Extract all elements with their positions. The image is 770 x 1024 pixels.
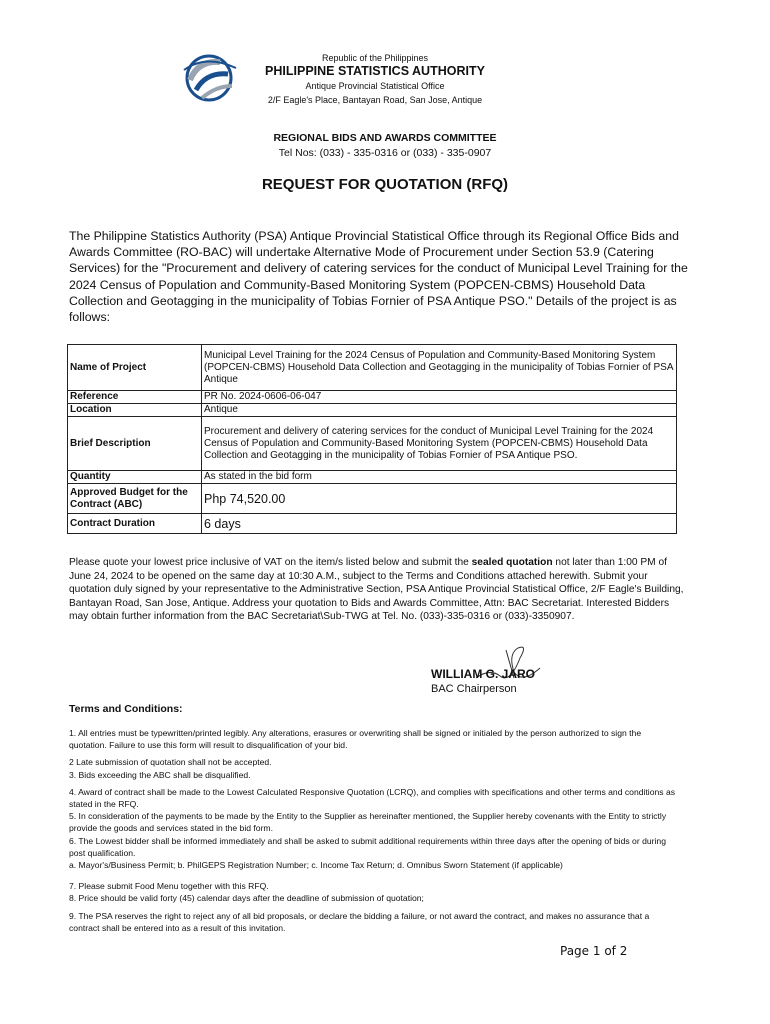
term-item: 6. The Lowest bidder shall be informed immediately and shall be asked to submit additional requirements within three days after the opening of bids or during post qualification. <box>69 835 666 858</box>
term-item: 8. Price should be valid forty (45) calendar days after the deadline of submission of quotation; <box>69 893 424 904</box>
abc-label: Approved Budget for the Contract (ABC) <box>68 484 202 514</box>
table-row <box>68 471 677 484</box>
office-name: Antique Provincial Statistical Office <box>305 81 445 91</box>
table-row <box>68 417 677 471</box>
contract-duration-value: 6 days <box>202 514 677 534</box>
location-value: Antique <box>202 404 677 417</box>
brief-description-label: Brief Description <box>68 417 202 471</box>
office-address: 2/F Eagle's Place, Bantayan Road, San Jose, Antique <box>267 95 483 105</box>
committee-name: REGIONAL BIDS AND AWARDS COMMITTEE <box>273 132 497 144</box>
term-item: 3. Bids exceeding the ABC shall be disqualified. <box>69 769 251 780</box>
republic-line: Republic of the Philippines <box>321 53 429 63</box>
quote-text-2: not later than 1:00 PM of June 24, 2024 to be opened on the same day at 10:30 A.M., subject to the Terms and Conditions attached herewith. Submit your quotation duly signed by your representative to the Administrative Section, PSA Antique Provincial Statistical Office, 2/F Eagle's Building, Bantayan Road, San Jose, Antique. Address your quotation to Bids and Awards Committee, Attn: BAC Secretariat. Interested Bidders may obtain further information from the BAC Secretariat\Sub-TWG at Tel. No. (033)-335-0316 or (033)-3350907. <box>69 557 684 622</box>
project-details-table <box>67 344 677 534</box>
quantity-label: Quantity <box>68 471 202 484</box>
table-row <box>68 391 677 404</box>
table-row <box>68 514 677 534</box>
quote-text-1: Please quote your lowest price inclusive of VAT on the item/s listed below and submit the <box>69 557 472 568</box>
term-item: 2 Late submission of quotation shall not be accepted. <box>69 757 272 768</box>
quantity-value: As stated in the bid form <box>202 471 677 484</box>
table-row <box>68 404 677 417</box>
reference-label: Reference <box>68 391 202 404</box>
terms-list <box>69 727 679 934</box>
term-item: 5. In consideration of the payments to be made by the Entity to the Supplier as hereinafter mentioned, the Supplier hereby covenants with the Entity to strictly provide the goods and services stated in the bid form. <box>69 811 667 834</box>
intro-paragraph: The Philippine Statistics Authority (PSA) Antique Provincial Statistical Office through its Regional Office Bids and Awards Committee (RO-BAC) will undertake Alternative Mode of Procurement under Section 53.9 (Catering Services) for the "Procurement and delivery of catering services for the conduct of Municipal Level Training for the 2024 Census of Population and Community-Based Monitoring System (POPCEN-CBMS) Household Data Collection and Geotagging in the municipality of Tobias Fornier of PSA Antique PSO." Details of the project is as follows: <box>69 229 688 325</box>
name-of-project-label: Name of Project <box>68 345 202 391</box>
term-item: 4. Award of contract shall be made to the Lowest Calculated Responsive Quotation (LCRQ), and complies with specifications and other terms and conditions as stated in the RFQ. <box>69 786 676 810</box>
brief-description-value: Procurement and delivery of catering services for the conduct of Municipal Level Training for the 2024 Census of Population and Community-Based Monitoring System (POPCEN-CBMS) Household Data Collection and Geotagging in the municipality of Tobias Fornier of PSA Antique PSO. <box>202 417 677 471</box>
terms-heading: Terms and Conditions: <box>69 703 183 715</box>
term-item: 9. The PSA reserves the right to reject any of all bid proposals, or declare the bidding a failure, or not award the contract, and makes no assurance that a contract shall be entered into as a result of this invitation. <box>69 910 650 933</box>
agency-name: PHILIPPINE STATISTICS AUTHORITY <box>265 64 485 78</box>
table-row <box>68 484 677 514</box>
name-of-project-value: Municipal Level Training for the 2024 Census of Population and Community-Based Monitoring System (POPCEN-CBMS) Household Data Collection and Geotagging in the municipality of Tobias Fornier of PSA Antique <box>202 345 677 391</box>
document-title: REQUEST FOR QUOTATION (RFQ) <box>261 176 509 193</box>
contract-duration-label: Contract Duration <box>68 514 202 534</box>
signatory-title: BAC Chairperson <box>431 683 517 695</box>
term-item: 1. All entries must be typewritten/printed legibly. Any alterations, erasures or overwriting shall be signed or initialed by the person authorized to sign the quotation. Failure to use this form will result to disqualification of your bid. <box>69 728 642 751</box>
sealed-quotation-emphasis: sealed quotation <box>471 557 553 568</box>
quotation-instructions <box>69 556 689 624</box>
location-label: Location <box>68 404 202 417</box>
page-number: Page 1 of 2 <box>560 944 628 958</box>
telephone-numbers: Tel Nos: (033) - 335-0316 or (033) - 335-0907 <box>278 147 492 159</box>
abc-value: Php 74,520.00 <box>202 484 677 514</box>
term-item: 7. Please submit Food Menu together with this RFQ. <box>69 881 269 892</box>
signatory-name: WILLIAM G. JARO <box>431 667 535 681</box>
reference-value: PR No. 2024-0606-06-047 <box>202 391 677 404</box>
table-row <box>68 345 677 391</box>
term-item: a. Mayor's/Business Permit; b. PhilGEPS Registration Number; c. Income Tax Return; d. Omnibus Sworn Statement (if applicable) <box>69 860 563 871</box>
